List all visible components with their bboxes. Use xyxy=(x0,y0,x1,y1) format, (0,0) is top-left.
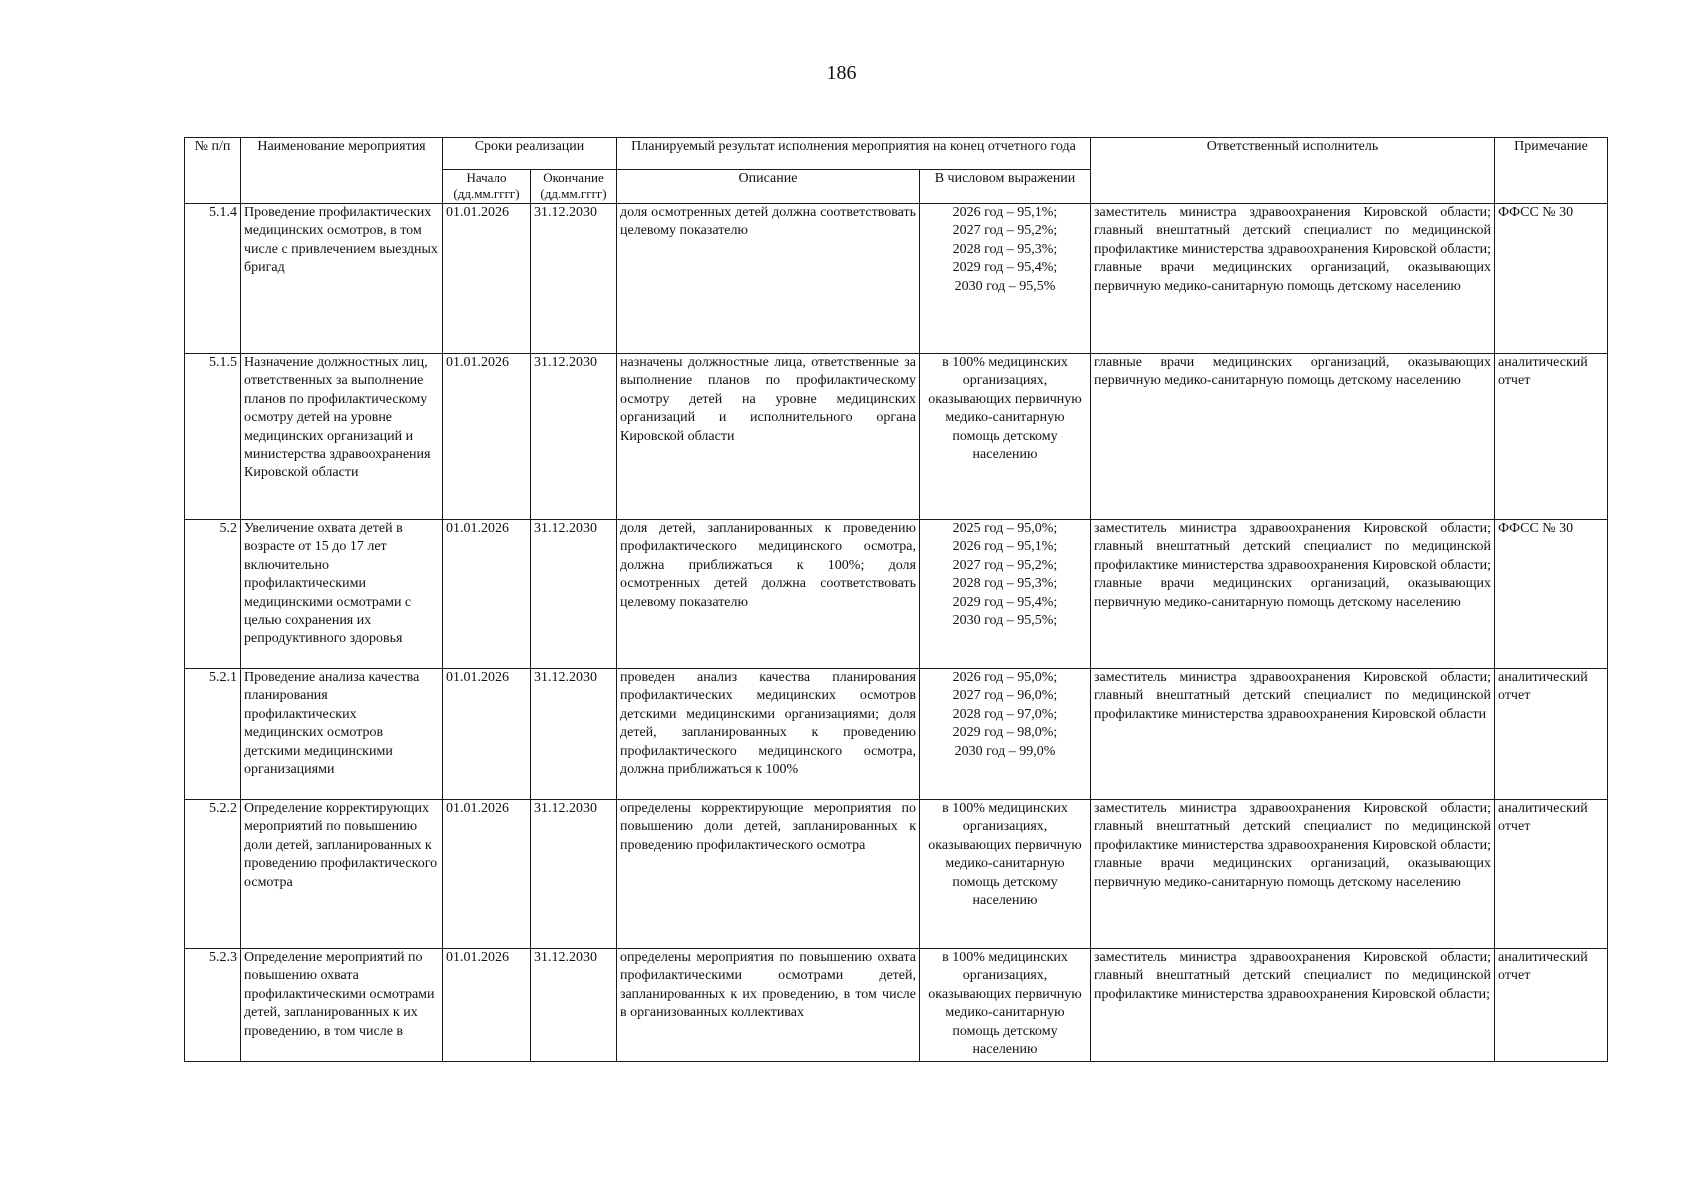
row-numeric: в 100% медицинских организациях, оказывающих первичную медико-санитарную помощь детскому населению xyxy=(920,949,1091,1062)
numeric-line: 2028 год – 95,3%; xyxy=(952,241,1058,257)
row-numeric xyxy=(920,669,1091,800)
row-name: Назначение должностных лиц, ответственных за выполнение планов по профилактическому осмотру детей на уровне медицинских организаций и министерства здравоохранения Кировской области xyxy=(241,354,443,520)
header-description: Описание xyxy=(617,170,920,204)
header-num: № п/п xyxy=(185,138,241,204)
numeric-line: 2026 год – 95,1%; xyxy=(952,205,1058,220)
numeric-line: 2028 год – 95,3%; xyxy=(952,576,1058,592)
row-name: Увеличение охвата детей в возрасте от 15 до 17 лет включительно профилактическими медицинскими осмотрами с целью сохранения их репродуктивного здоровья xyxy=(241,520,443,669)
row-num: 5.2.3 xyxy=(185,949,241,1062)
row-responsible: заместитель министра здравоохранения Кировской области; главный внештатный детский специалист по медицинской профилактике министерства здравоохранения Кировской области; главные врачи медицинских организаций, оказывающих первичную медико-санитарную помощь детскому населению xyxy=(1091,520,1495,669)
header-dates: Сроки реализации xyxy=(443,138,617,170)
row-numeric xyxy=(920,520,1091,669)
row-end: 31.12.2030 xyxy=(531,354,617,520)
row-end: 31.12.2030 xyxy=(531,949,617,1062)
row-start: 01.01.2026 xyxy=(443,800,531,949)
row-num: 5.2.2 xyxy=(185,800,241,949)
row-start: 01.01.2026 xyxy=(443,204,531,354)
row-responsible: главные врачи медицинских организаций, оказывающих первичную медико-санитарную помощь детскому населению xyxy=(1091,354,1495,520)
row-num: 5.2 xyxy=(185,520,241,669)
table-row xyxy=(185,354,1608,520)
row-description: назначены должностные лица, ответственные за выполнение планов по профилактическому осмотру детей на уровне медицинских организаций и исполнительного органа Кировской области xyxy=(617,354,920,520)
row-name: Проведение профилактических медицинских осмотров, в том числе с привлечением выездных бригад xyxy=(241,204,443,354)
row-start: 01.01.2026 xyxy=(443,520,531,669)
row-numeric: в 100% медицинских организациях, оказывающих первичную медико-санитарную помощь детскому населению xyxy=(920,800,1091,949)
table-row xyxy=(185,520,1608,669)
header-numeric: В числовом выражении xyxy=(920,170,1091,204)
activities-table xyxy=(184,137,1608,1062)
row-end: 31.12.2030 xyxy=(531,800,617,949)
row-note: аналитический отчет xyxy=(1495,354,1608,520)
numeric-line: 2029 год – 98,0%; xyxy=(952,725,1058,741)
row-note: ФФСС № 30 xyxy=(1495,204,1608,354)
numeric-line: 2030 год – 95,5% xyxy=(954,278,1056,294)
numeric-line: 2029 год – 95,4%; xyxy=(952,594,1058,610)
row-start: 01.01.2026 xyxy=(443,354,531,520)
row-name: Определение корректирующих мероприятий по повышению доли детей, запланированных к проведению профилактического осмотра xyxy=(241,800,443,949)
table-row xyxy=(185,669,1608,800)
header-note: Примечание xyxy=(1495,138,1608,204)
numeric-line: 2030 год – 99,0% xyxy=(954,743,1056,759)
row-note: аналитический отчет xyxy=(1495,669,1608,800)
row-numeric xyxy=(920,204,1091,354)
row-end: 31.12.2030 xyxy=(531,204,617,354)
table-row xyxy=(185,800,1608,949)
row-numeric: в 100% медицинских организациях, оказывающих первичную медико-санитарную помощь детскому населению xyxy=(920,354,1091,520)
numeric-line: 2026 год – 95,1%; xyxy=(952,539,1058,555)
numeric-line: 2025 год – 95,0%; xyxy=(952,521,1058,536)
row-end: 31.12.2030 xyxy=(531,520,617,669)
row-description: проведен анализ качества планирования профилактических медицинских осмотров детскими медицинскими организациями; доля детей, запланированных к проведению профилактического медицинского осмотра, должна приближаться к 100% xyxy=(617,669,920,800)
row-num: 5.1.4 xyxy=(185,204,241,354)
row-num: 5.2.1 xyxy=(185,669,241,800)
numeric-line: 2028 год – 97,0%; xyxy=(952,706,1058,722)
row-note: аналитический отчет xyxy=(1495,800,1608,949)
numeric-line: 2030 год – 95,5%; xyxy=(952,613,1058,629)
row-description: доля осмотренных детей должна соответствовать целевому показателю xyxy=(617,204,920,354)
page-number: 186 xyxy=(826,62,857,84)
row-responsible: заместитель министра здравоохранения Кировской области; главный внештатный детский специалист по медицинской профилактике министерства здравоохранения Кировской области xyxy=(1091,669,1495,800)
header-result: Планируемый результат исполнения мероприятия на конец отчетного года xyxy=(617,138,1091,170)
row-description: доля детей, запланированных к проведению профилактического медицинского осмотра, должна приближаться к 100%; доля осмотренных детей должна соответствовать целевому показателю xyxy=(617,520,920,669)
header-end: Окончание (дд.мм.гггг) xyxy=(531,170,617,204)
header-start: Начало (дд.мм.гггг) xyxy=(443,170,531,204)
header-name: Наименование мероприятия xyxy=(241,138,443,204)
table-row xyxy=(185,949,1608,1062)
row-name: Определение мероприятий по повышению охвата профилактическими осмотрами детей, запланированных к их проведению, в том числе в xyxy=(241,949,443,1062)
row-description: определены мероприятия по повышению охвата профилактическими осмотрами детей, запланированных к их проведению, в том числе в организованных коллективах xyxy=(617,949,920,1062)
row-end: 31.12.2030 xyxy=(531,669,617,800)
row-responsible: заместитель министра здравоохранения Кировской области; главный внештатный детский специалист по медицинской профилактике министерства здравоохранения Кировской области; xyxy=(1091,949,1495,1062)
row-note: аналитический отчет xyxy=(1495,949,1608,1062)
row-responsible: заместитель министра здравоохранения Кировской области; главный внештатный детский специалист по медицинской профилактике министерства здравоохранения Кировской области; главные врачи медицинских организаций, оказывающих первичную медико-санитарную помощь детскому населению xyxy=(1091,800,1495,949)
numeric-line: 2029 год – 95,4%; xyxy=(952,260,1058,276)
numeric-line: 2027 год – 96,0%; xyxy=(952,688,1058,704)
row-note: ФФСС № 30 xyxy=(1495,520,1608,669)
row-responsible: заместитель министра здравоохранения Кировской области; главный внештатный детский специалист по медицинской профилактике министерства здравоохранения Кировской области; главные врачи медицинских организаций, оказывающих первичную медико-санитарную помощь детскому населению xyxy=(1091,204,1495,354)
row-name: Проведение анализа качества планирования профилактических медицинских осмотров детскими медицинскими организациями xyxy=(241,669,443,800)
numeric-line: 2026 год – 95,0%; xyxy=(952,670,1058,685)
row-start: 01.01.2026 xyxy=(443,949,531,1062)
table-row xyxy=(185,204,1608,354)
row-description: определены корректирующие мероприятия по повышению доли детей, запланированных к проведению профилактического осмотра xyxy=(617,800,920,949)
header-responsible: Ответственный исполнитель xyxy=(1091,138,1495,204)
row-num: 5.1.5 xyxy=(185,354,241,520)
numeric-line: 2027 год – 95,2%; xyxy=(952,557,1058,573)
row-start: 01.01.2026 xyxy=(443,669,531,800)
numeric-line: 2027 год – 95,2%; xyxy=(952,223,1058,239)
